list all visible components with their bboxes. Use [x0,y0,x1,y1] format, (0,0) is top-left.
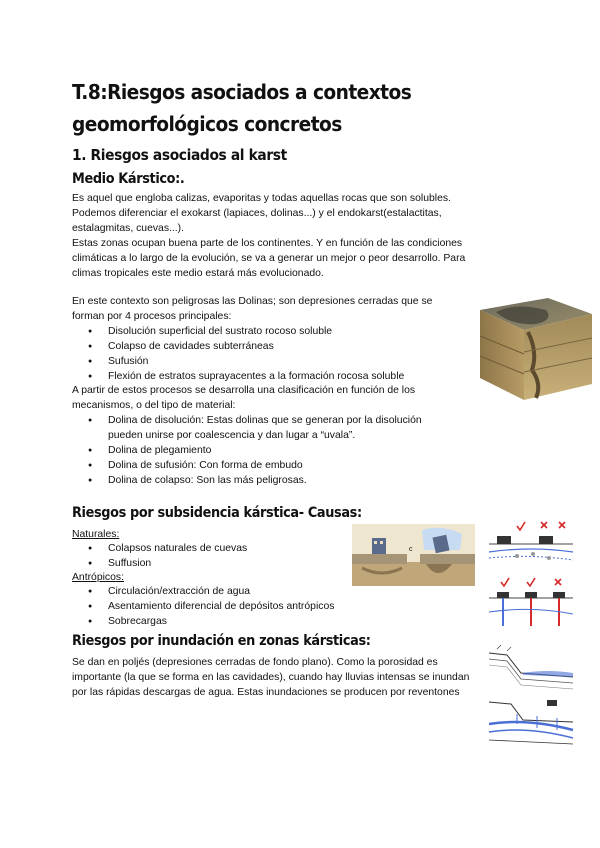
naturales-label: Naturales: [72,529,120,540]
list-item: ● Flexión de estratos suprayacentes a la formación rocosa soluble [72,369,472,384]
subsidence-diagram-top [487,518,575,570]
polje-diagram-top [487,643,575,691]
list-item: ● Asentamiento diferencial de depósitos antrópicos [72,599,392,614]
dolinas-intro: En este contexto son peligrosas las Dolinas; son depresiones cerradas que se forman por 4 procesos principales: [72,296,433,322]
list-item: ● Dolina de plegamiento [72,443,452,458]
inundacion-paragraph: Se dan en poljés (depresiones cerradas de fondo plano). Como la porosidad es importante (la que se forma en las cavidades), cuando hay lluvias intensas se inundan por las rápidas descargas de agua. Estas inundaciones se producen por reventones [72,657,470,698]
subheading-medio-karstico: Medio Kárstico:. [72,171,185,187]
intro-paragraph-2: Estas zonas ocupan buena parte de los continentes. Y en función de las condiciones climáticas a lo largo de la evolución, se va a generar un mejor o peor desarrollo. Para climas tropicales este medio estará más evolucionado. [72,238,466,279]
intro-paragraph-1: Es aquel que engloba calizas, evaporitas y todas aquellas rocas que son solubles. Podemos diferenciar el exokarst (lapiaces, dolinas...) y el endokarst(estalactitas, estalagmitas, cuevas...). [72,193,451,234]
inundacion-heading: Riesgos por inundación en zonas kársticas: [72,633,371,649]
list-item: ● Dolina de disolución: Estas dolinas que se generan por la disolución pueden unirse por coalescencia y dan lugar a “uvala”. [72,413,452,443]
sinkhole-block-diagram [476,292,596,404]
procesos-list [72,324,472,384]
list-item: ● Dolina de colapso: Son las más peligrosas. [72,473,452,488]
list-item: ● Circulación/extracción de agua [72,584,392,599]
list-item: ● Colapsos naturales de cuevas [72,541,352,556]
list-item: ● Sobrecargas [72,614,392,629]
list-item: ● Dolina de sufusión: Con forma de embudo [72,458,452,473]
subsidence-diagram-bottom [487,576,575,632]
list-item: ● Disolución superficial del sustrato rocoso soluble [72,324,472,339]
antropicos-list [72,584,392,629]
polje-diagram-bottom [487,694,575,748]
antropicos-label: Antrópicos: [72,572,124,583]
list-item: ● Suffusion [72,556,352,571]
subsidencia-heading: Riesgos por subsidencia kárstica- Causas: [72,505,362,521]
list-item: ● Sufusión [72,354,472,369]
naturales-list [72,541,352,571]
figure-letter: c [409,546,413,553]
section-heading-karst: 1. Riesgos asociados al karst [72,146,287,164]
tipos-list [72,413,452,488]
collapse-illustration [352,524,475,586]
page-title: T.8:Riesgos asociados a contextos geomorfológicos concretos [72,80,412,136]
clasificacion-intro: A partir de estos procesos se desarrolla una clasificación en función de los mecanismos, o del tipo de material: [72,385,416,411]
list-item: ● Colapso de cavidades subterráneas [72,339,472,354]
